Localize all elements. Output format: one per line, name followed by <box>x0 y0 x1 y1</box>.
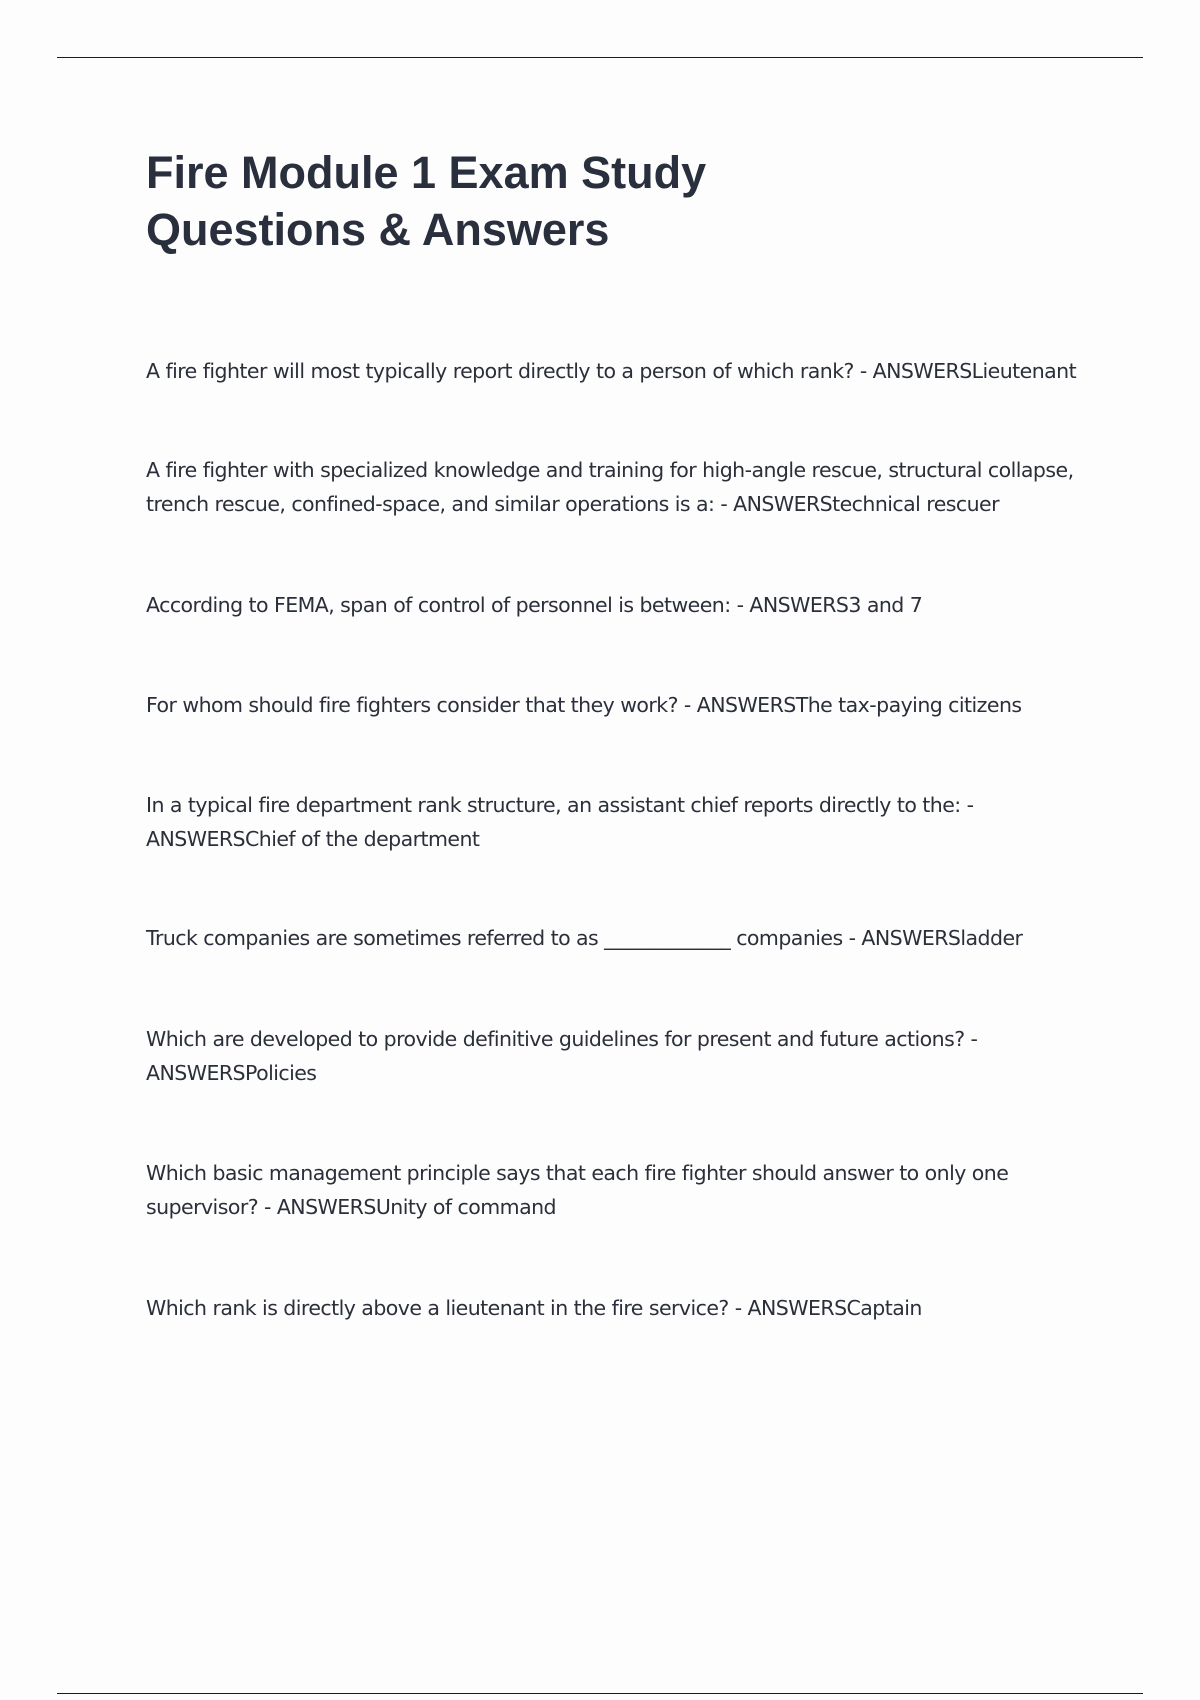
qa-item: In a typical fire department rank structure, an assistant chief reports directly to the: - ANSWERSChief of the department <box>146 793 974 851</box>
qa-item: Truck companies are sometimes referred to as _____________ companies - ANSWERSladder <box>146 926 1023 950</box>
qa-item: According to FEMA, span of control of personnel is between: - ANSWERS3 and 7 <box>146 593 923 617</box>
top-divider <box>57 57 1143 58</box>
bottom-divider <box>57 1693 1143 1694</box>
qa-item: Which are developed to provide definitive guidelines for present and future actions? - ANSWERSPolicies <box>146 1027 978 1085</box>
qa-item: Which rank is directly above a lieutenant in the fire service? - ANSWERSCaptain <box>146 1296 922 1320</box>
title-line-2: Questions & Answers <box>146 204 610 255</box>
qa-item: A fire fighter with specialized knowledge and training for high-angle rescue, structural collapse, trench rescue, confined-space, and similar operations is a: - ANSWERStechnical rescuer <box>146 458 1074 516</box>
qa-item: For whom should fire fighters consider that they work? - ANSWERSThe tax-paying citizens <box>146 693 1022 717</box>
qa-item: Which basic management principle says that each fire fighter should answer to only one supervisor? - ANSWERSUnity of command <box>146 1161 1009 1219</box>
document-title <box>146 144 906 258</box>
title-line-1: Fire Module 1 Exam Study <box>146 147 707 198</box>
qa-item: A fire fighter will most typically report directly to a person of which rank? - ANSWERSLieutenant <box>146 359 1077 383</box>
